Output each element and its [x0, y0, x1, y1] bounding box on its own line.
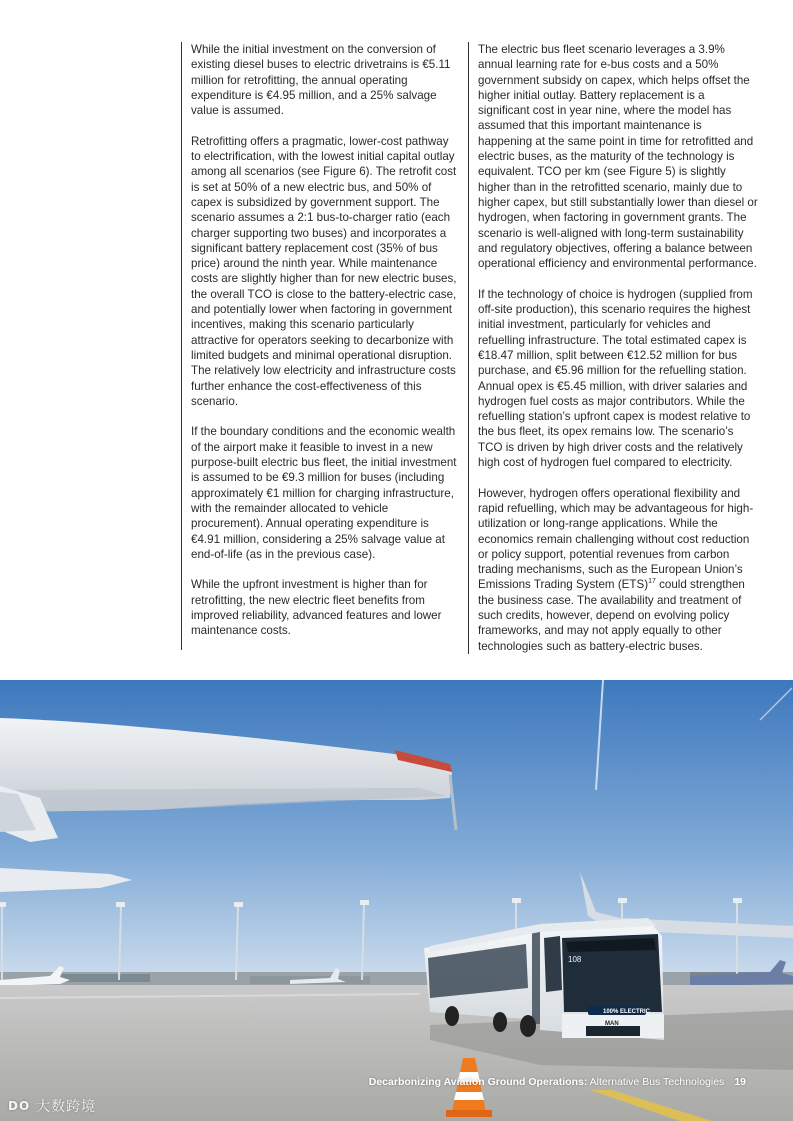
airport-bus-photo [0, 680, 793, 1121]
footer-title-rest: Alternative Bus Technologies [587, 1076, 725, 1088]
watermark [8, 1096, 96, 1116]
paragraph: If the technology of choice is hydrogen (supplied from off-site production), this scenario requires the highest initial investment, particularly for vehicles and refuelling infrastructure. The total estimated capex is €18.47 million, split between €12.52 million for bus purchase, and €5.96 million for the refuelling station. Annual opex is €5.45 million, with driver salaries and hydrogen fuel costs as major contributors. While the refuelling station’s upfront capex is modest relative to the bus fleet, its opex remains low. The scenario’s TCO is driven by high driver costs and the relatively high cost of hydrogen fuel compared to electricity. [478, 287, 753, 470]
footnote-marker: 17 [648, 578, 656, 586]
left-text-column [181, 42, 460, 650]
paragraph-text: However, hydrogen offers operational flexibility and rapid refuelling, which may be advantageous for high-utilization or long-range applications. While the economics remain challenging without cost reduction or policy support, potential revenues from carbon trading mechanisms, such as the European Union’s Emissions Trading System (ETS) [478, 486, 754, 592]
watermark-logo-icon: DO [8, 1099, 31, 1113]
paragraph [478, 486, 758, 654]
paragraph: While the upfront investment is higher than for retrofitting, the new electric fleet benefits from improved reliability, advanced features and lower maintenance costs. [191, 578, 442, 638]
right-text-column [468, 42, 758, 654]
page-footer [0, 1076, 793, 1088]
bus-electric-label: 100% ELECTRIC [603, 1009, 651, 1015]
bus-brand: MAN [605, 1021, 619, 1027]
paragraph: While the initial investment on the conversion of existing diesel buses to electric drivetrains is €5.11 million for retrofitting, the annual operating expenditure is €4.95 million, and a 25% salvage value is assumed. [191, 43, 451, 118]
watermark-text: 大数跨境 [36, 1098, 97, 1114]
bus-route-number: 108 [568, 955, 582, 964]
horizon-buildings [60, 974, 150, 982]
paragraph-text: could strengthen the business case. The availability and treatment of such credits, however, depend on evolving policy frameworks, and may not apply equally to other technologies such as battery-electric buses. [478, 578, 745, 653]
paragraph: If the boundary conditions and the economic wealth of the airport make it feasible to invest in a new purpose-built electric bus fleet, the initial investment is assumed to be €9.3 million for buses (including approximately €1 million for charging infrastructure, with the remainder allocated to vehicle procurement). Annual operating expenditure is €4.91 million, considering a 25% salvage value at end-of-life (as in the previous case). [191, 425, 457, 561]
page-number: 19 [734, 1076, 746, 1088]
paragraph: Retrofitting offers a pragmatic, lower-cost pathway to electrification, with the lowest initial capital outlay among all scenarios (see Figure 6). The retrofit cost is set at 50% of a new electric bus, and 50% of capex is subsidized by government support. The scenario assumes a 2:1 bus-to-charger ratio (each charger supporting two buses) and incorporates a significant battery replacement cost (35% of bus price) around the ninth year. While maintenance costs are slightly higher than for new electric buses, the overall TCO is close to the battery-electric case, and potentially lower when factoring in government incentives, making this scenario particularly attractive for operators seeking to decarbonize with limited budgets and minimal operational disruption. The relatively low electricity and infrastructure costs further enhance the cost-effectiveness of this scenario. [191, 134, 457, 408]
paragraph: The electric bus fleet scenario leverages a 3.9% annual learning rate for e-bus costs and a 50% government subsidy on capex, which helps offset the higher initial outlay. Battery replacement is a significant cost in year nine, where the model has assumed that this important maintenance is happening at the same point in time for retrofitted and electric buses, as the maturity of the technology is equivalent. TCO per km (see Figure 5) is slightly higher than in the retrofitted scenario, mainly due to higher capex, but still substantially lower than diesel or hydrogen, when factoring in government grants. The scenario is well-aligned with long-term sustainability and regulatory objectives, offering a balance between operational efficiency and environmental performance. [478, 43, 758, 271]
footer-title-bold: Decarbonizing Aviation Ground Operations: [368, 1076, 588, 1088]
